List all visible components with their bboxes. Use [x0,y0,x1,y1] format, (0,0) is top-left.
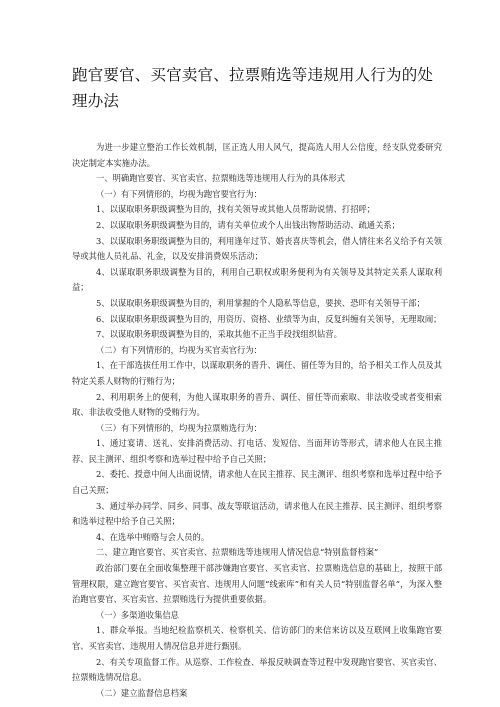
paragraph: 6、以谋取职务职级调整为目的，用资历、资格、业绩等为由，反复纠缠有关领导，无理取闹； [96,313,442,324]
paragraph: 2、以谋取职务职级调整为目的，请有关单位或个人出钱出物帮助活动、疏通关系； [96,219,400,230]
paragraph: 3、以谋取职务职级调整为目的，利用逢年过节、婚丧喜庆等机会，借人情往来名义给予有关领导或其他人员礼品、礼金，以及安排消费娱乐活动； [72,235,442,262]
paragraph: 2、有关专项监督工作。从巡察、工作检查、举报反映调查等过程中发现跑官要官、买官卖官、拉票贿选情况信息。 [72,656,442,683]
paragraph: 1、群众举报。当地纪检监察机关、检察机关、信访部门的来信来访以及互联网上收集跑官要官、买官卖官、违规用人情况信息并进行甄别。 [72,625,442,651]
document-body [72,140,442,701]
paragraph: 1、在干部选拔任用工作中，以谋取职务的晋升、调任、留任等为目的，给予相关工作人员及其特定关系人财物的行贿行为； [72,360,442,386]
paragraph: （三）有下列情形的，均视为拉票贿选行为： [96,422,262,433]
paragraph: 2、利用职务上的便利，为他人谋取职务的晋升、调任、留任等而索取、非法收受或者变相索取、非法收受他人财物的受贿行为。 [72,391,442,418]
paragraph: 一、明确跑官要官、买官卖官、拉票贿选等违规用人行为的具体形式 [96,173,345,184]
paragraph: 7、以谋取职务职级调整为目的，采取其他不正当手段找组织钻营。 [96,329,342,340]
document-title: 跑官要官、买官卖官、拉票贿选等违规用人行为的处理办法 [72,66,434,110]
paragraph: 4、以谋取职务职级调整为目的，利用自己职权或职务便利为有关领导及其特定关系人谋取利益； [72,266,442,293]
paragraph: 二、建立跑官要官、买官卖官、拉票贿选等违规用人情况信息“特别监督档案” [96,547,379,558]
paragraph: 政治部门要在全面收集整理干部涉嫌跑官要官、买官卖官、拉票贿选信息的基础上，按照干部管理权限，建立跑官要官、买官卖官、违规用人问题“线索库”和有关人员“特别监督名单”，为深入整治跑官要官、买官卖官、拉票贿选行为提供重要依据。 [72,563,442,605]
paragraph: （一）多渠道收集信息 [96,609,179,620]
paragraph: 3、通过举办同学、同乡、同事、战友等联谊活动，请求他人在民主推荐、民主测评、组织考察和选举过程中给予自己关照； [72,500,442,527]
paragraph: 2、委托、授意中间人出面说情，请求他人在民主推荐、民主测评、组织考察和选举过程中给予自己关照； [72,469,442,496]
paragraph: 1、以谋取职务职级调整为目的，找有关领导或其他人员帮助说情、打招呼； [96,204,376,215]
paragraph: （二）建立监督信息档案 [96,687,188,698]
paragraph: 5、以谋取职务职级调整为目的，利用掌握的个人隐私等信息，要挟、恐吓有关领导干部； [96,297,425,308]
paragraph: 4、在选举中贿赂与会人员的。 [96,531,210,542]
paragraph: 1、通过宴请、送礼、安排消费活动、打电话、发短信、当面拜访等形式，请求他人在民主推荐、民主测评、组织考察和选举过程中给予自己关照； [72,438,442,464]
paragraph: （二）有下列情形的，均视为买官卖官行为： [96,344,262,355]
paragraph: 为进一步建立整治工作长效机制，匡正选人用人风气，提高选人用人公信度，经支队党委研究决定制定本实施办法。 [72,142,442,168]
paragraph: （一）有下列情形的，均视为跑官要官行为： [96,188,262,199]
